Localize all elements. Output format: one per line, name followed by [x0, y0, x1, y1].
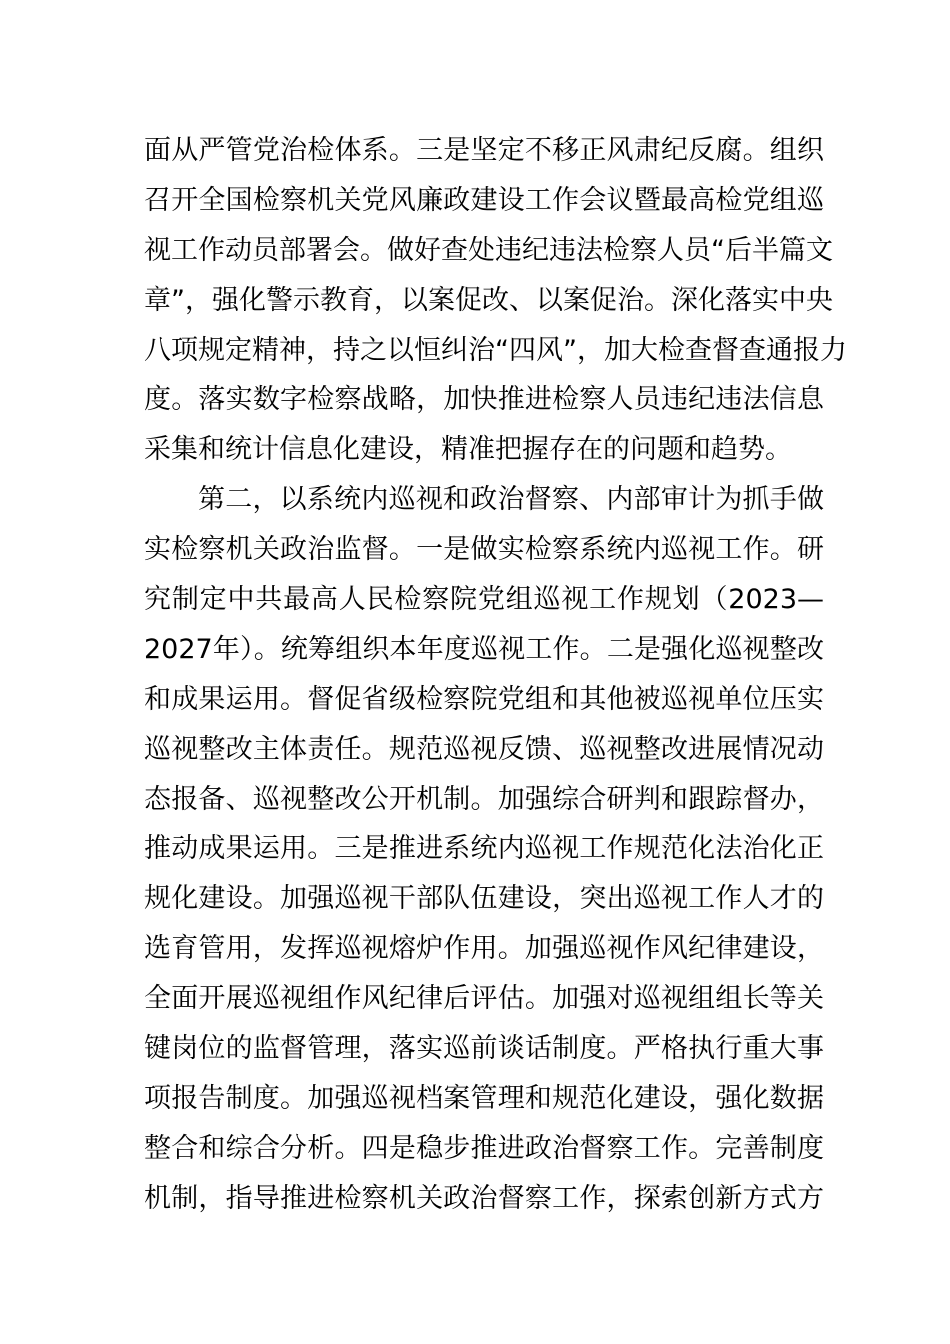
- paragraph-2-line-12: 键岗位的监督管理，落实巡前谈话制度。严格执行重大事: [144, 1033, 824, 1065]
- paragraph-1-line-4: 章”，强化警示教育，以案促改、以案促治。深化落实中央: [144, 284, 833, 316]
- paragraph-1-line-2: 召开全国检察机关党风廉政建设工作会议暨最高检党组巡: [144, 184, 824, 216]
- paragraph-2-line-10: 选育管用，发挥巡视熔炉作用。加强巡视作风纪律建设，: [144, 933, 824, 965]
- paragraph-2-line-2: 实检察机关政治监督。一是做实检察系统内巡视工作。研: [144, 534, 824, 566]
- paragraph-2-line-3: 究制定中共最高人民检察院党组巡视工作规划（2023—: [144, 584, 824, 616]
- paragraph-2-line-1: 第二，以系统内巡视和政治督察、内部审计为抓手做: [198, 484, 824, 516]
- paragraph-2-line-6: 巡视整改主体责任。规范巡视反馈、巡视整改进展情况动: [144, 733, 824, 765]
- paragraph-2-line-7: 态报备、巡视整改公开机制。加强综合研判和跟踪督办，: [144, 783, 824, 815]
- paragraph-1-line-1: 面从严管党治检体系。三是坚定不移正风肃纪反腐。组织: [144, 135, 824, 166]
- paragraph-1-line-7: 采集和统计信息化建设，精准把握存在的问题和趋势。: [144, 434, 792, 466]
- paragraph-1-line-6: 度。落实数字检察战略，加快推进检察人员违纪违法信息: [144, 384, 824, 416]
- paragraph-2-line-5: 和成果运用。督促省级检察院党组和其他被巡视单位压实: [144, 683, 824, 715]
- paragraph-2-line-4: 2027年）。统筹组织本年度巡视工作。二是强化巡视整改: [144, 633, 824, 665]
- paragraph-2-line-14: 整合和综合分析。四是稳步推进政治督察工作。完善制度: [144, 1132, 824, 1164]
- paragraph-2-line-8: 推动成果运用。三是推进系统内巡视工作规范化法治化正: [144, 833, 824, 865]
- paragraph-2-line-15: 机制，指导推进检察机关政治督察工作，探索创新方式方: [144, 1182, 824, 1214]
- paragraph-1-line-5: 八项规定精神，持之以恒纠治“四风”，加大检查督查通报力: [144, 334, 847, 366]
- body-text: [144, 126, 847, 1224]
- paragraph-2-line-13: 项报告制度。加强巡视档案管理和规范化建设，强化数据: [144, 1082, 824, 1114]
- paragraph-1-line-3: 视工作动员部署会。做好查处违纪违法检察人员“后半篇文: [144, 234, 833, 266]
- paragraph-2-line-9: 规化建设。加强巡视干部队伍建设，突出巡视工作人才的: [144, 883, 824, 915]
- paragraph-2-line-11: 全面开展巡视组作风纪律后评估。加强对巡视组组长等关: [144, 983, 824, 1015]
